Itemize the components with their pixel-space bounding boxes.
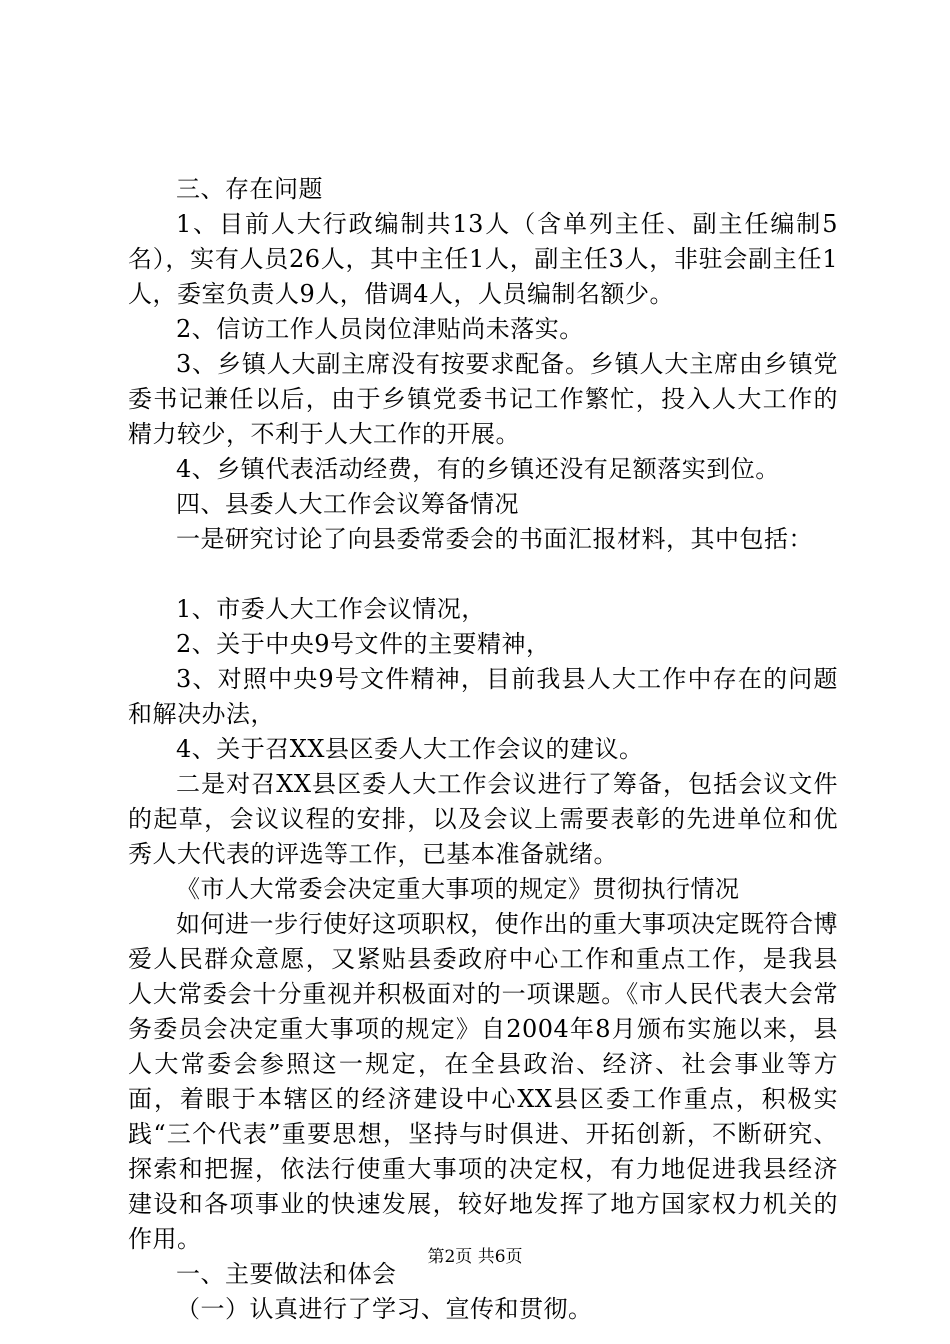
list-item: 4、关于召XX县区委人大工作会议的建议。: [176, 735, 644, 763]
paragraph: 如何进一步行使好这项职权，使作出的重大事项决定既符合博爱人民群众意愿，又紧贴县委政府中心工作和重点工作，是我县人大常委会十分重视并积极面对的一项课题。《市人民代表大会常务委员会决定重大事项的规定》自2004年8月颁布实施以来，县人大常委会参照这一规定，在全县政治、经济、社会事业等方面，着眼于本辖区的经济建设中心XX县区委工作重点，积极实践“三个代表”重要思想，坚持与时俱进、开拓创新，不断研究、探索和把握，依法行使重大事项的决定权，有力地促进我县经济建设和各项事业的快速发展，较好地发挥了地方国家权力机关的作用。: [128, 910, 838, 1253]
document-body: [128, 172, 838, 1327]
paragraph: 一是研究讨论了向县委常委会的书面汇报材料，其中包括：: [176, 525, 813, 553]
paragraph: 2、信访工作人员岗位津贴尚未落实。: [176, 315, 584, 343]
subsection-heading: （一）认真进行了学习、宣传和贯彻。: [176, 1295, 593, 1323]
list-item: 3、对照中央9号文件精神，目前我县人大工作中存在的问题和解决办法，: [128, 665, 838, 728]
section-heading-preparation: 四、县委人大工作会议筹备情况: [176, 490, 519, 518]
paragraph: 1、目前人大行政编制共13人（含单列主任、副主任编制5名），实有人员26人，其中主任1人，副主任3人，非驻会副主任1人，委室负责人9人，借调4人，人员编制名额少。: [128, 210, 838, 308]
section-heading-practices: 一、主要做法和体会: [176, 1260, 397, 1288]
section-title-regulation: 《市人大常委会决定重大事项的规定》贯彻执行情况: [176, 875, 740, 903]
paragraph: 3、乡镇人大副主席没有按要求配备。乡镇人大主席由乡镇党委书记兼任以后，由于乡镇党委书记工作繁忙，投入人大工作的精力较少，不利于人大工作的开展。: [128, 350, 838, 448]
section-heading-problems: 三、存在问题: [176, 175, 323, 203]
list-item: 2、关于中央9号文件的主要精神，: [176, 630, 551, 658]
paragraph: 4、乡镇代表活动经费，有的乡镇还没有足额落实到位。: [176, 455, 780, 483]
list-item: 1、市委人大工作会议情况，: [176, 595, 486, 623]
page-number-footer: 第2页 共6页: [427, 1247, 523, 1267]
paragraph: 二是对召XX县区委人大工作会议进行了筹备，包括会议文件的起草，会议议程的安排，以及会议上需要表彰的先进单位和优秀人大代表的评选等工作，已基本准备就绪。: [128, 770, 838, 868]
